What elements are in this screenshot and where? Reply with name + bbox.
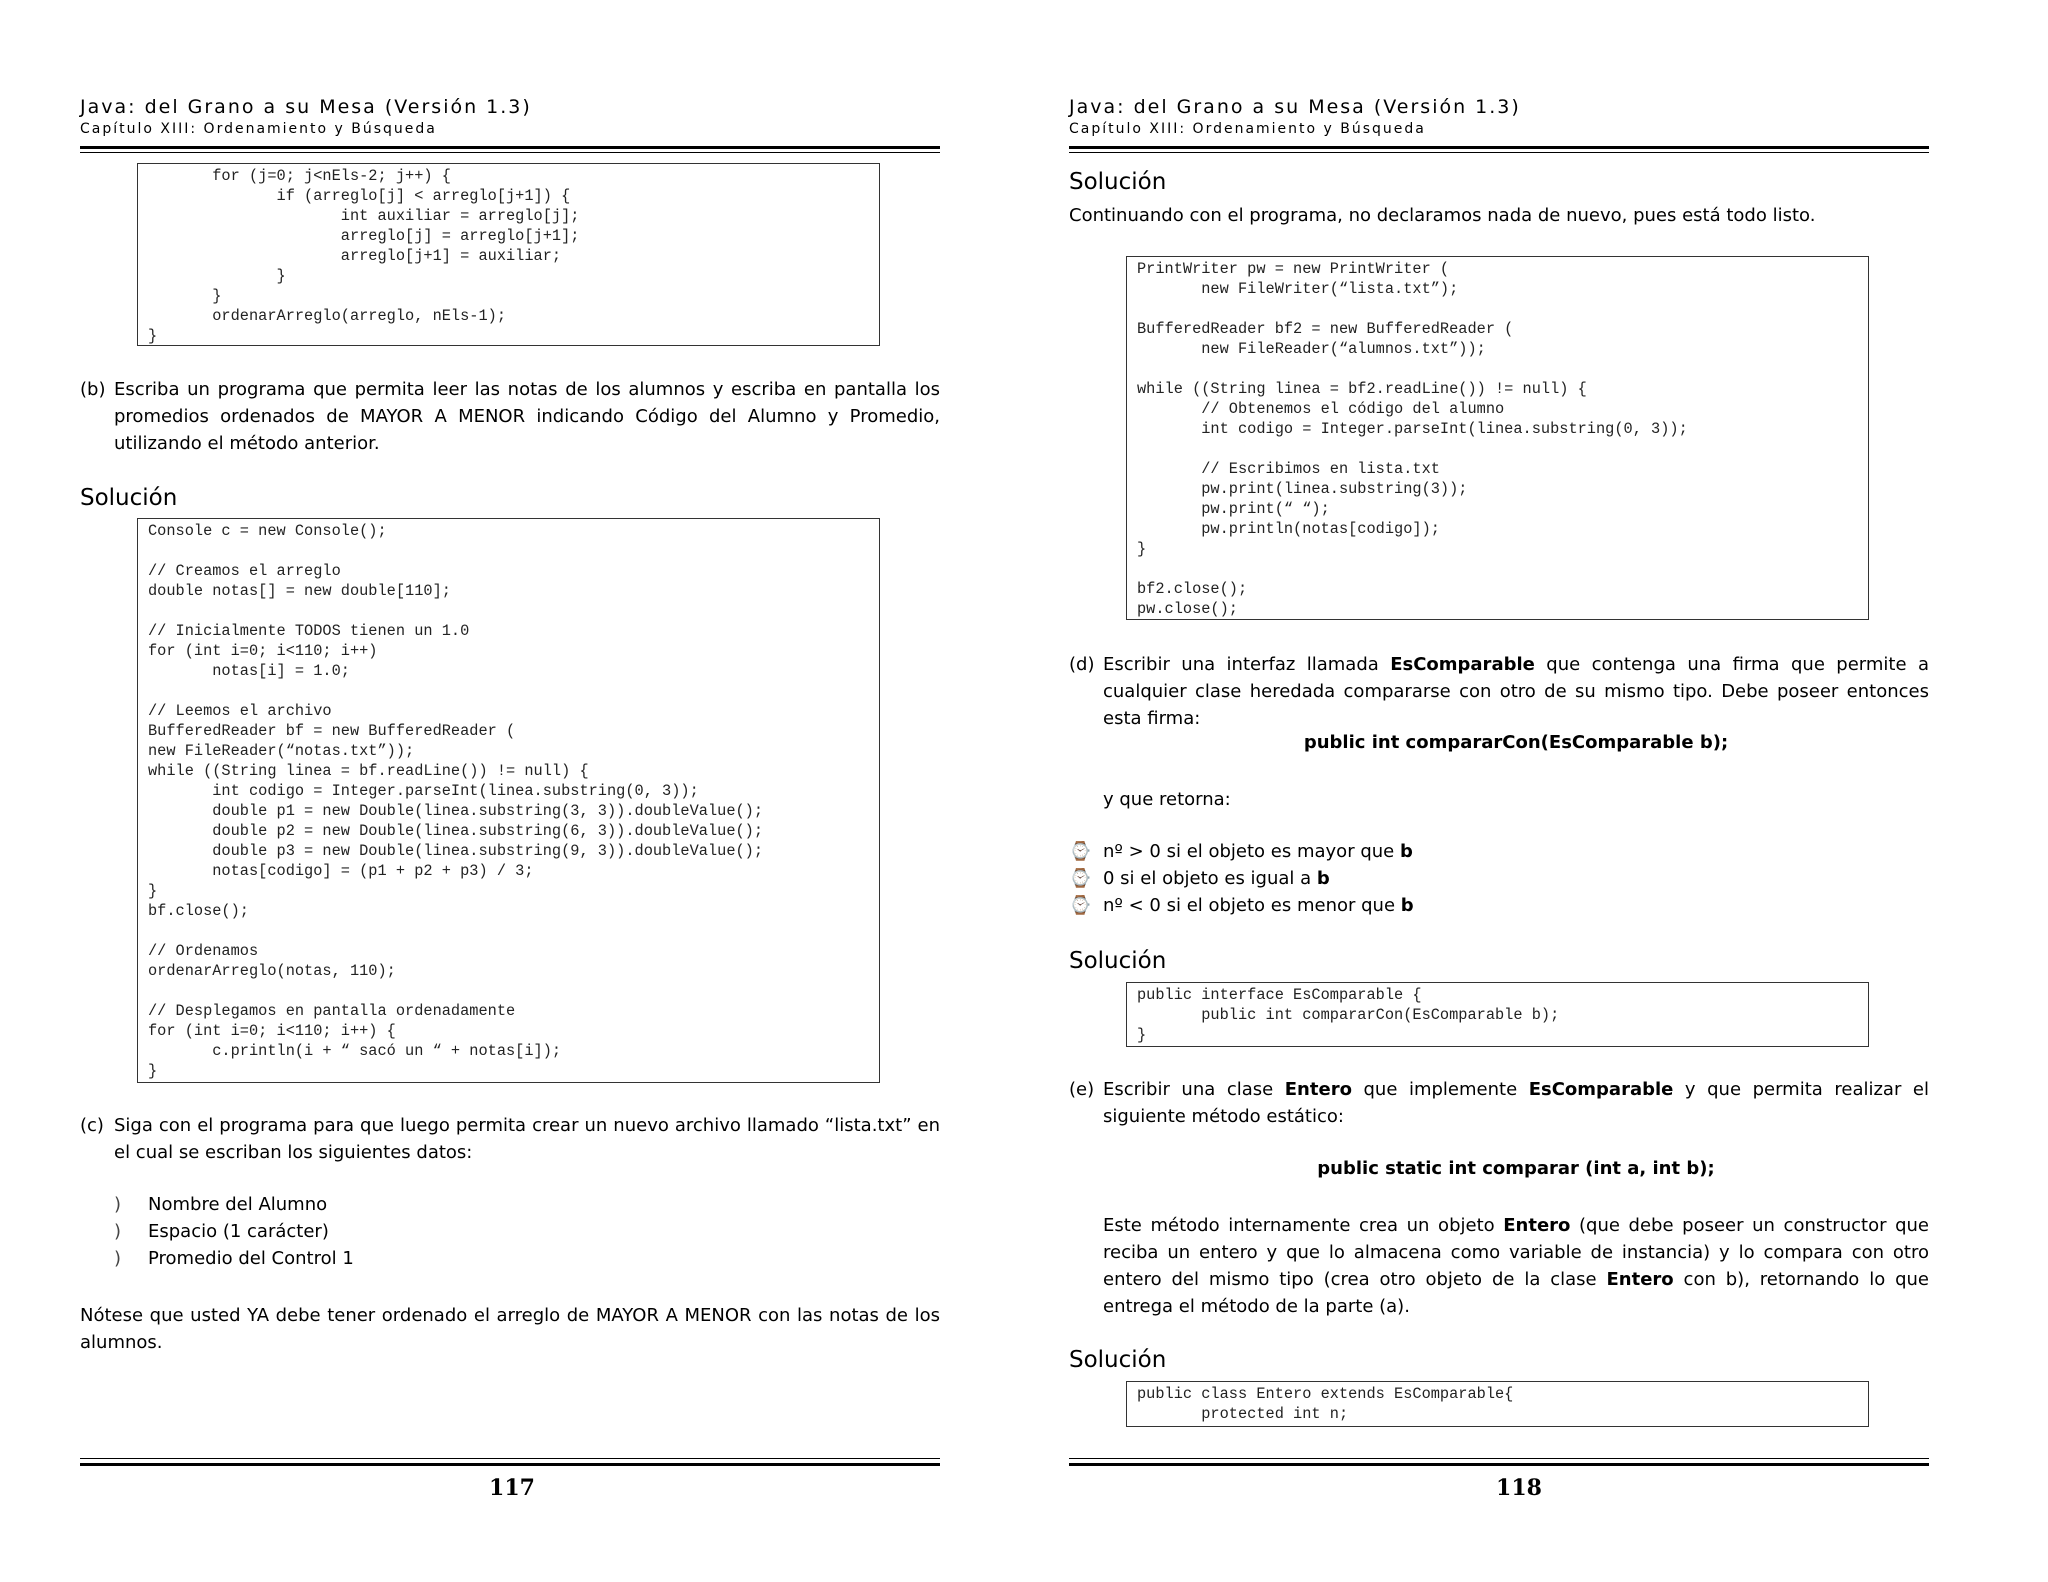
footer-rule — [80, 1463, 940, 1466]
code-block-ordenar: for (j=0; j<nEls-2; j++) { if (arreglo[j] < arreglo[j+1]) { int auxiliar = arreglo[j]; arreglo[j] = arreglo[j+1]; arreglo[j+1] = auxiliar; } } ordenarArreglo(arreglo, nEls-1); } — [137, 163, 880, 346]
solucion-heading: Solución — [1069, 948, 1167, 974]
chapter-title: Capítulo XIII: Ordenamiento y Búsqueda — [80, 121, 437, 137]
item-e-label: (e) — [1069, 1079, 1095, 1100]
header-rule — [1069, 146, 1929, 149]
book-title: Java: del Grano a su Mesa (Versión 1.3) — [80, 96, 532, 118]
item-d-label: (d) — [1069, 654, 1095, 675]
bullet-item: nº > 0 si el objeto es mayor que b — [1103, 841, 1413, 862]
item-c-label: (c) — [80, 1115, 104, 1136]
clock-icon: ⌚ — [1069, 895, 1092, 916]
footer-rule — [1069, 1463, 1929, 1466]
bullet-item: Promedio del Control 1 — [148, 1248, 354, 1269]
bullet-icon: ) — [114, 1248, 122, 1269]
header-rule-thin — [1069, 152, 1929, 153]
bullet-icon: ) — [114, 1221, 122, 1242]
code-block-entero: public class Entero extends EsComparable{ protected int n; — [1126, 1381, 1869, 1427]
clock-icon: ⌚ — [1069, 841, 1092, 862]
intro-text: Continuando con el programa, no declaramos nada de nuevo, pues está todo listo. — [1069, 205, 1816, 226]
returns-text: y que retorna: — [1103, 789, 1231, 810]
bullet-item: nº < 0 si el objeto es menor que b — [1103, 895, 1414, 916]
solucion-heading: Solución — [1069, 169, 1167, 195]
solucion-heading: Solución — [1069, 1347, 1167, 1373]
item-e-text: Escribir una clase Entero que implemente EsComparable y que permita realizar el siguiente método estático: — [1103, 1079, 1929, 1127]
solucion-heading: Solución — [80, 485, 178, 511]
page-number: 117 — [489, 1475, 535, 1501]
footer-rule-thin — [1069, 1458, 1929, 1459]
right-page — [1024, 0, 2048, 1582]
method-description: Este método internamente crea un objeto Entero (que debe poseer un constructor que reciba un entero y que lo almacena como variable de instancia) y lo compara con otro entero del mismo tipo (crea otro objeto de la clase Entero con b), retornando lo que entrega el método de la parte (a). — [1103, 1215, 1929, 1317]
footer-rule-thin — [80, 1458, 940, 1459]
bullet-item: Espacio (1 carácter) — [148, 1221, 329, 1242]
item-b-text: Escriba un programa que permita leer las notas de los alumnos y escriba en pantalla los promedios ordenados de MAYOR A MENOR indicando Código del Alumno y Promedio, utilizando el método anterior. — [114, 379, 940, 454]
code-block-interface: public interface EsComparable { public int compararCon(EsComparable b); } — [1126, 982, 1869, 1047]
chapter-title: Capítulo XIII: Ordenamiento y Búsqueda — [1069, 121, 1426, 137]
item-b-label: (b) — [80, 379, 106, 400]
clock-icon: ⌚ — [1069, 868, 1092, 889]
book-title: Java: del Grano a su Mesa (Versión 1.3) — [1069, 96, 1521, 118]
bullet-item: 0 si el objeto es igual a b — [1103, 868, 1330, 889]
header-rule-thin — [80, 152, 940, 153]
bullet-item: Nombre del Alumno — [148, 1194, 328, 1215]
item-d-text: Escribir una interfaz llamada EsComparable que contenga una firma que permite a cualquier clase heredada compararse con otro de su mismo tipo. Debe poseer entonces esta firma: — [1103, 654, 1929, 729]
signature-compararcon: public int compararCon(EsComparable b); — [1303, 732, 1729, 753]
header-rule — [80, 146, 940, 149]
code-block-notas: Console c = new Console(); // Creamos el arreglo double notas[] = new double[110]; // Inicialmente TODOS tienen un 1.0 for (int i=0; i<110; i++) notas[i] = 1.0; // Leemos el archivo BufferedReader bf = new BufferedReader ( new FileReader(“notas.txt”)); while ((String linea = bf.readLine()) != null) { int codigo = Integer.parseInt(linea.substring(0, 3)); double p1 = new Double(linea.substring(3, 3)).doubleValue(); double p2 = new Double(linea.substring(6, 3)).doubleValue(); double p3 = new Double(linea.substring(9, 3)).doubleValue(); notas[codigo] = (p1 + p2 + p3) / 3; } bf.close(); // Ordenamos ordenarArreglo(notas, 110); // Desplegamos en pantalla ordenadamente for (int i=0; i<110; i++) { c.println(i + “ sacó un “ + notas[i]); } — [137, 518, 880, 1083]
page-number: 118 — [1496, 1475, 1542, 1501]
item-c-text: Siga con el programa para que luego permita crear un nuevo archivo llamado “lista.txt” en el cual se escriban los siguientes datos: — [114, 1115, 940, 1163]
bullet-icon: ) — [114, 1194, 122, 1215]
signature-comparar: public static int comparar (int a, int b); — [1317, 1158, 1715, 1179]
note-text: Nótese que usted YA debe tener ordenado el arreglo de MAYOR A MENOR con las notas de los alumnos. — [80, 1305, 940, 1353]
code-block-lista: PrintWriter pw = new PrintWriter ( new FileWriter(“lista.txt”); BufferedReader bf2 = new BufferedReader ( new FileReader(“alumnos.txt”)); while ((String linea = bf2.readLine()) != null) { // Obtenemos el código del alumno int codigo = Integer.parseInt(linea.substring(0, 3)); // Escribimos en lista.txt pw.print(linea.substring(3)); pw.print(“ “); pw.println(notas[codigo]); } bf2.close(); pw.close(); — [1126, 256, 1869, 620]
